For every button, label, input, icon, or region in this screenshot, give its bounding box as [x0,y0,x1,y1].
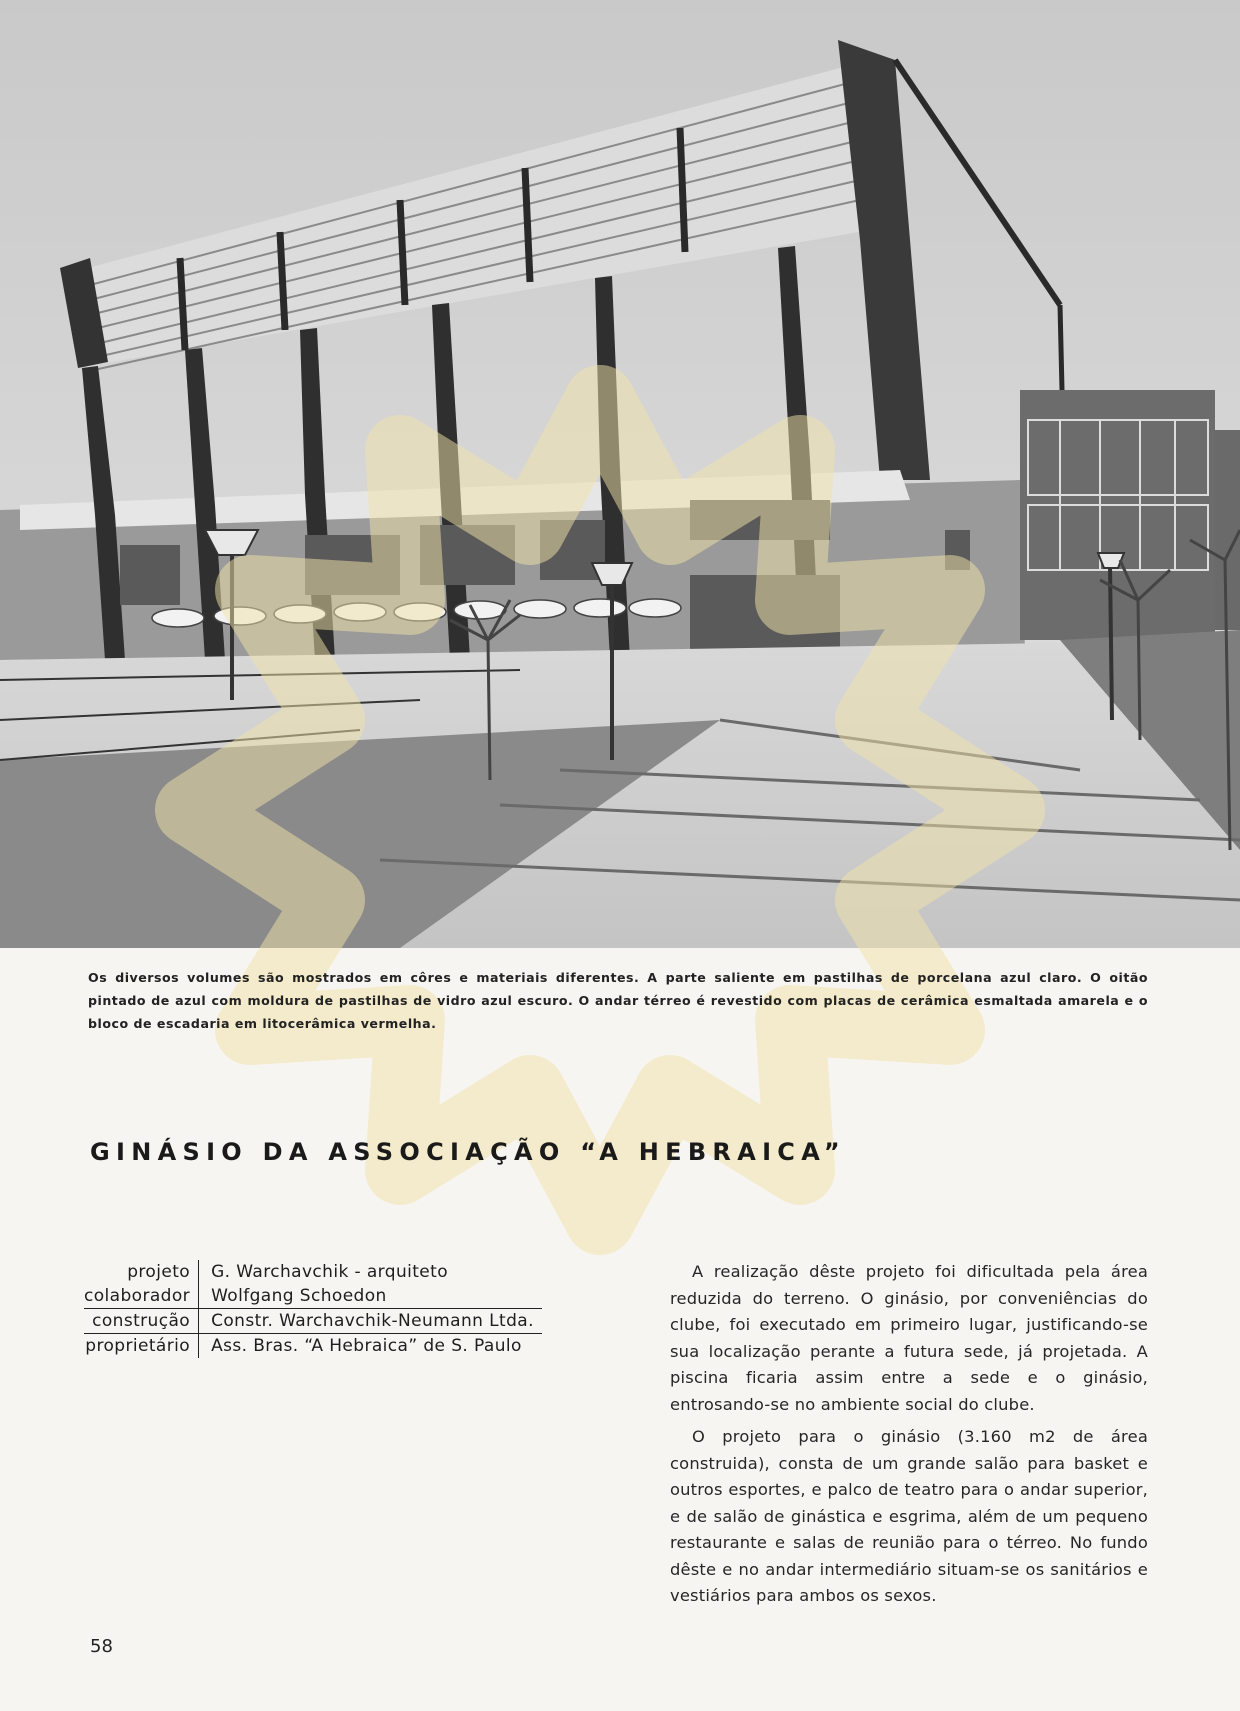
credits-row-proprietario [84,1334,542,1359]
credit-name: G. Warchavchik - arquiteto [211,1262,449,1282]
credit-role: construção [84,1309,199,1334]
body-paragraph-1: A realização dêste projeto foi dificultada pela área reduzida do terreno. O ginásio, por conveniências do clube, foi executado em primeiro lugar, justificando-se sua localização perante a futura sede, já projetada. A piscina ficaria assim entre a sede e o ginásio, entrosando-se no ambiente social do clube. [670,1262,1148,1414]
credits-row-construcao [84,1309,542,1334]
credit-name: Wolfgang Schoedon [211,1286,387,1306]
article-body [670,1259,1148,1616]
credits-row-projeto [84,1260,542,1284]
credit-name: Constr. Warchavchik-Neumann Ltda. [199,1309,542,1334]
page-number: 58 [90,1636,113,1657]
photo-caption: Os diversos volumes são mostrados em côres e materiais diferentes. A parte saliente em pastilhas de porcelana azul claro. O oitão pintado de azul com moldura de pastilhas de vidro azul escuro. O andar térreo é revestido com placas de cerâmica esmaltada amarela e o bloco de escadaria em litocerâmica vermelha. [88,970,1148,1031]
credits-table [84,1260,542,1358]
credit-name: Ass. Bras. “A Hebraica” de S. Paulo [199,1334,542,1359]
credits-row-colaborador [84,1284,542,1309]
article-title: GINÁSIO DA ASSOCIAÇÃO “A HEBRAICA” [90,1138,846,1166]
credit-role: projeto [84,1260,199,1284]
body-paragraph-2: O projeto para o ginásio (3.160 m2 de área construida), consta de um grande salão para basket e outros esportes, e palco de teatro para o andar superior, e de salão de ginástica e esgrima, além de um pequeno restaurante e salas de reunião para o térreo. No fundo dêste e no andar intermediário situam-se os sanitários e vestiários para ambos os sexos. [670,1427,1148,1605]
credit-role: proprietário [84,1334,199,1359]
credit-role: colaborador [84,1284,199,1309]
